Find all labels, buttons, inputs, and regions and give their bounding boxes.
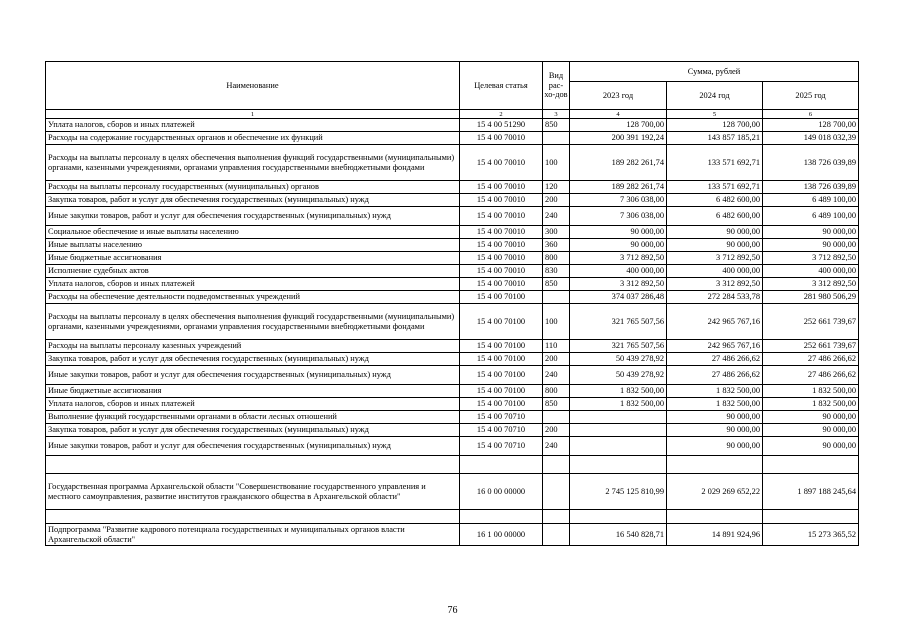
row-target-article: 15 4 00 70010 [460,194,543,207]
row-target-article: 15 4 00 70010 [460,207,543,226]
row-expense-type: 800 [543,252,570,265]
table-row [46,145,859,181]
table-row [46,456,859,474]
header-year-2024: 2024 год [667,82,763,110]
row-name [46,510,460,524]
row-name: Иные бюджетные ассигнования [46,385,460,398]
row-expense-type [543,510,570,524]
table-row [46,411,859,424]
row-amount-2025: 1 832 500,00 [763,398,859,411]
row-name: Иные закупки товаров, работ и услуг для обеспечения государственных (муниципальных) нужд [46,207,460,226]
row-amount-2025: 90 000,00 [763,411,859,424]
row-amount-2023: 128 700,00 [570,119,667,132]
table-row [46,366,859,385]
row-expense-type: 200 [543,194,570,207]
row-target-article: 15 4 00 70100 [460,398,543,411]
row-amount-2023 [570,510,667,524]
column-number-3: 3 [543,110,570,119]
row-amount-2025: 1 832 500,00 [763,385,859,398]
page-number: 76 [447,605,458,616]
table-row [46,119,859,132]
row-target-article: 15 4 00 70010 [460,132,543,145]
row-name: Расходы на выплаты персоналу в целях обеспечения выполнения функций государственными (муниципальными) органами, казенными учреждениями, органами управления государственными внебюджетными фондами [46,304,460,340]
row-amount-2024: 242 965 767,16 [667,340,763,353]
row-amount-2024 [667,456,763,474]
row-expense-type: 850 [543,278,570,291]
row-expense-type: 200 [543,353,570,366]
header-year-2023: 2023 год [570,82,667,110]
header-target-article: Целевая статья [460,62,543,110]
row-amount-2025 [763,456,859,474]
table-row [46,474,859,510]
row-expense-type: 240 [543,366,570,385]
row-target-article: 15 4 00 70010 [460,226,543,239]
table-row [46,252,859,265]
row-target-article: 15 4 00 70010 [460,278,543,291]
row-amount-2023: 50 439 278,92 [570,353,667,366]
row-expense-type [543,474,570,510]
row-name: Расходы на выплаты персоналу казенных учреждений [46,340,460,353]
row-amount-2023: 400 000,00 [570,265,667,278]
row-amount-2024: 400 000,00 [667,265,763,278]
row-amount-2025: 252 661 739,67 [763,340,859,353]
column-number-6: 6 [763,110,859,119]
row-expense-type [543,132,570,145]
table-row [46,239,859,252]
row-name: Расходы на обеспечение деятельности подведомственных учреждений [46,291,460,304]
row-amount-2023: 321 765 507,56 [570,304,667,340]
row-expense-type [543,456,570,474]
row-expense-type [543,291,570,304]
row-target-article: 15 4 00 70100 [460,291,543,304]
row-expense-type: 100 [543,145,570,181]
row-expense-type: 240 [543,437,570,456]
row-amount-2024: 14 891 924,96 [667,524,763,546]
row-amount-2025: 15 273 365,52 [763,524,859,546]
row-target-article [460,510,543,524]
row-amount-2024: 6 482 600,00 [667,207,763,226]
row-amount-2023: 7 306 038,00 [570,207,667,226]
row-amount-2024: 2 029 269 652,22 [667,474,763,510]
row-amount-2025: 90 000,00 [763,424,859,437]
row-amount-2023: 50 439 278,92 [570,366,667,385]
row-amount-2025: 6 489 100,00 [763,194,859,207]
row-expense-type [543,524,570,546]
row-expense-type: 850 [543,119,570,132]
header-expense-type: Вид рас-хо-дов [543,62,570,110]
row-amount-2023: 3 712 892,50 [570,252,667,265]
row-expense-type: 100 [543,304,570,340]
row-amount-2025: 1 897 188 245,64 [763,474,859,510]
row-target-article: 16 0 00 00000 [460,474,543,510]
row-target-article: 15 4 00 70010 [460,239,543,252]
row-target-article: 15 4 00 70100 [460,340,543,353]
row-amount-2025: 90 000,00 [763,239,859,252]
row-amount-2025: 6 489 100,00 [763,207,859,226]
row-amount-2024: 3 712 892,50 [667,252,763,265]
row-expense-type: 850 [543,398,570,411]
row-amount-2025: 128 700,00 [763,119,859,132]
row-amount-2025: 3 712 892,50 [763,252,859,265]
column-number-1: 1 [46,110,460,119]
row-target-article: 15 4 00 70010 [460,145,543,181]
row-name: Иные закупки товаров, работ и услуг для обеспечения государственных (муниципальных) нужд [46,437,460,456]
table-row [46,265,859,278]
row-amount-2025: 138 726 039,89 [763,145,859,181]
row-name: Уплата налогов, сборов и иных платежей [46,278,460,291]
table-row [46,194,859,207]
row-amount-2023: 200 391 192,24 [570,132,667,145]
row-amount-2024: 133 571 692,71 [667,145,763,181]
column-number-2: 2 [460,110,543,119]
header-name: Наименование [46,62,460,110]
row-name [46,456,460,474]
row-target-article: 15 4 00 70100 [460,353,543,366]
row-amount-2024: 90 000,00 [667,411,763,424]
row-target-article: 16 1 00 00000 [460,524,543,546]
table-row [46,385,859,398]
row-amount-2023 [570,424,667,437]
row-amount-2023: 3 312 892,50 [570,278,667,291]
column-number-5: 5 [667,110,763,119]
row-name: Расходы на выплаты персоналу в целях обеспечения выполнения функций государственными (муниципальными) органами, казенными учреждениями, органами управления государственными внебюджетными фондами [46,145,460,181]
table-row [46,304,859,340]
row-amount-2024: 1 832 500,00 [667,398,763,411]
row-name: Иные закупки товаров, работ и услуг для обеспечения государственных (муниципальных) нужд [46,366,460,385]
row-expense-type: 830 [543,265,570,278]
budget-table [45,61,859,546]
table-row [46,226,859,239]
row-amount-2024: 128 700,00 [667,119,763,132]
row-amount-2024: 90 000,00 [667,424,763,437]
row-amount-2024: 3 312 892,50 [667,278,763,291]
row-amount-2023: 2 745 125 810,99 [570,474,667,510]
row-target-article: 15 4 00 70100 [460,366,543,385]
table-row [46,207,859,226]
row-target-article: 15 4 00 70010 [460,181,543,194]
row-amount-2024: 272 284 533,78 [667,291,763,304]
table-row [46,437,859,456]
row-target-article: 15 4 00 70710 [460,437,543,456]
table-row [46,524,859,546]
row-amount-2023 [570,456,667,474]
row-expense-type: 800 [543,385,570,398]
row-name: Расходы на содержание государственных органов и обеспечение их функций [46,132,460,145]
row-amount-2023: 16 540 828,71 [570,524,667,546]
row-target-article: 15 4 00 70010 [460,265,543,278]
row-target-article: 15 4 00 70100 [460,385,543,398]
row-expense-type [543,411,570,424]
table-row [46,340,859,353]
column-number-4: 4 [570,110,667,119]
row-amount-2024: 242 965 767,16 [667,304,763,340]
row-name: Закупка товаров, работ и услуг для обеспечения государственных (муниципальных) нужд [46,424,460,437]
row-target-article: 15 4 00 70100 [460,304,543,340]
row-name: Государственная программа Архангельской области "Совершенствование государственного управления и местного самоуправления, развитие институтов гражданского общества в Архангельской области" [46,474,460,510]
row-expense-type: 360 [543,239,570,252]
row-name: Иные бюджетные ассигнования [46,252,460,265]
header-year-2025: 2025 год [763,82,859,110]
row-expense-type: 120 [543,181,570,194]
header-sum: Сумма, рублей [570,62,859,82]
row-target-article [460,456,543,474]
row-amount-2024: 90 000,00 [667,226,763,239]
row-target-article: 15 4 00 70710 [460,411,543,424]
row-amount-2023 [570,437,667,456]
row-amount-2023: 321 765 507,56 [570,340,667,353]
row-amount-2024: 133 571 692,71 [667,181,763,194]
row-amount-2025: 90 000,00 [763,437,859,456]
table-row [46,278,859,291]
row-expense-type: 200 [543,424,570,437]
row-amount-2023: 90 000,00 [570,226,667,239]
row-name: Подпрограмма "Развитие кадрового потенциала государственных и муниципальных органов власти Архангельской области" [46,524,460,546]
row-amount-2025: 400 000,00 [763,265,859,278]
row-target-article: 15 4 00 70010 [460,252,543,265]
row-amount-2023: 189 282 261,74 [570,181,667,194]
row-name: Уплата налогов, сборов и иных платежей [46,398,460,411]
row-name: Закупка товаров, работ и услуг для обеспечения государственных (муниципальных) нужд [46,194,460,207]
row-amount-2023: 1 832 500,00 [570,398,667,411]
table-row [46,181,859,194]
row-amount-2025 [763,510,859,524]
row-amount-2025: 27 486 266,62 [763,366,859,385]
row-amount-2023: 1 832 500,00 [570,385,667,398]
row-amount-2023 [570,411,667,424]
row-name: Иные выплаты населению [46,239,460,252]
row-amount-2023: 374 037 286,48 [570,291,667,304]
table-row [46,291,859,304]
row-amount-2023: 189 282 261,74 [570,145,667,181]
row-expense-type: 240 [543,207,570,226]
row-name: Закупка товаров, работ и услуг для обеспечения государственных (муниципальных) нужд [46,353,460,366]
row-amount-2024 [667,510,763,524]
row-amount-2023: 7 306 038,00 [570,194,667,207]
table-row [46,353,859,366]
row-name: Социальное обеспечение и иные выплаты населению [46,226,460,239]
table-row [46,132,859,145]
table-row [46,398,859,411]
row-name: Уплата налогов, сборов и иных платежей [46,119,460,132]
row-amount-2024: 27 486 266,62 [667,366,763,385]
row-name: Выполнение функций государственными органами в области лесных отношений [46,411,460,424]
row-amount-2024: 6 482 600,00 [667,194,763,207]
table-row [46,424,859,437]
row-amount-2025: 3 312 892,50 [763,278,859,291]
row-name: Расходы на выплаты персоналу государственных (муниципальных) органов [46,181,460,194]
row-target-article: 15 4 00 70710 [460,424,543,437]
row-amount-2025: 138 726 039,89 [763,181,859,194]
row-expense-type: 110 [543,340,570,353]
row-amount-2024: 90 000,00 [667,239,763,252]
row-amount-2024: 1 832 500,00 [667,385,763,398]
row-amount-2025: 27 486 266,62 [763,353,859,366]
row-amount-2024: 143 857 185,21 [667,132,763,145]
row-amount-2025: 281 980 506,29 [763,291,859,304]
table-row [46,510,859,524]
row-amount-2025: 252 661 739,67 [763,304,859,340]
row-expense-type: 300 [543,226,570,239]
row-amount-2024: 27 486 266,62 [667,353,763,366]
row-name: Исполнение судебных актов [46,265,460,278]
row-target-article: 15 4 00 51290 [460,119,543,132]
row-amount-2025: 90 000,00 [763,226,859,239]
row-amount-2025: 149 018 032,39 [763,132,859,145]
row-amount-2023: 90 000,00 [570,239,667,252]
row-amount-2024: 90 000,00 [667,437,763,456]
